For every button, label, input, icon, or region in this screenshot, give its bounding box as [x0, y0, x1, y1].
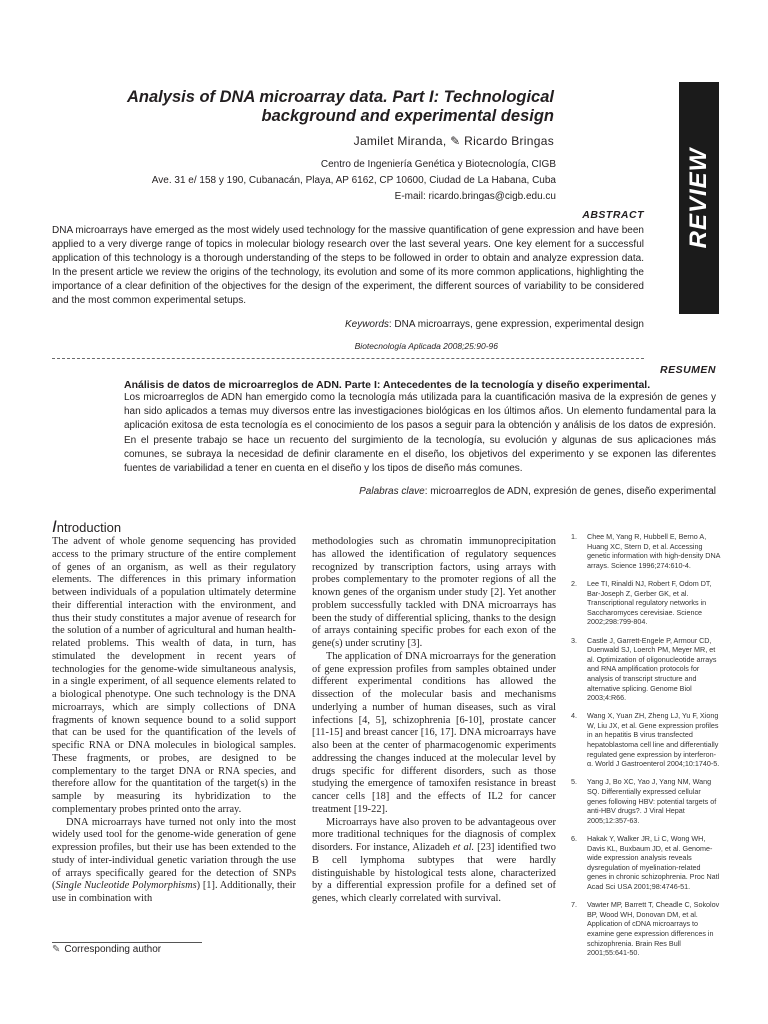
footnote-text: Corresponding author: [64, 944, 162, 955]
journal-citation: Biotecnología Aplicada 2008;25:90-96: [354, 341, 498, 351]
body-column-1: [52, 536, 296, 906]
palabras-text: : microarreglos de ADN, expresión de genes, diseño experimental: [424, 486, 716, 497]
intro-initial: I: [52, 517, 57, 536]
reference-number: 3.: [571, 635, 577, 645]
affiliation-email: E-mail: ricardo.bringas@cigb.edu.cu: [394, 191, 556, 202]
section-divider: [52, 358, 644, 359]
reference-number: 5.: [571, 777, 577, 787]
reference-item: [571, 834, 721, 892]
resumen-text: Los microarreglos de ADN han emergido como la tecnología más utilizada para la cuantificación masiva de la expresión de genes y han sido aplicados a temas muy diversos entre las investigaciones biológicas en los últimos años. Un elemento fundamental para la aplicación exitosa de esta tecnología es el conocimiento de los pasos a seguir para la obtención y análisis de los datos de expresión. En el presente trabajo se hace un recuento del surgimiento de la tecnología, su evolución y algunas de sus aplicaciones más comunes, se subraya la necesidad de definir claramente en el diseño, los objetivos del experimento y se exponen las diferentes fuentes de variabilidad a tener en cuenta en el diseño y los tipos de diseño más comunes.: [124, 392, 716, 475]
review-label: REVIEW: [685, 147, 712, 249]
reference-text: Lee TI, Rinaldi NJ, Robert F, Odom DT, Bar-Joseph Z, Gerber GK, et al. Transcriptional regulatory networks in Saccharomyces cerevisiae. Science 2002;298:799-804.: [587, 578, 712, 627]
palabras-label: Palabras clave: [359, 486, 425, 497]
authors: [240, 134, 554, 148]
snp-term: Single Nucleotide Polymorphisms: [55, 880, 197, 892]
reference-item: [571, 711, 721, 769]
body-column-2: [312, 536, 556, 906]
affiliation-line-1: Centro de Ingeniería Genética y Biotecnología, CIGB: [320, 159, 556, 170]
author-2: Ricardo Bringas: [460, 134, 554, 148]
reference-number: 4.: [571, 711, 577, 721]
author-1: Jamilet Miranda,: [353, 134, 451, 148]
reference-text: Chee M, Yang R, Hubbell E, Berno A, Huang XC, Stern D, et al. Accessing genetic information with high-density DNA arrays. Science 1996;274:610-4.: [587, 532, 721, 570]
pen-icon: ✎: [450, 134, 461, 148]
abstract-keywords: [200, 319, 644, 330]
para2-text-a: DNA microarrays have turned not only into the most widely used tool for the genome-wide generation of gene expression profiles, but their use has been extended to the study of inter-individual genetic variation through the use of arrays specifically geared for the detection of SNPs (: [52, 816, 296, 892]
reference-text: Hakak Y, Walker JR, Li C, Wong WH, Davis KL, Buxbaum JD, et al. Genome-wide expression analysis reveals dysregulation of myelination-related genes in chronic schizophrenia. Proc Natl Acad Sci USA 2001;98:4746-51.: [587, 834, 720, 891]
reference-text: Castle J, Garrett-Engele P, Armour CD, Duenwald SJ, Loerch PM, Meyer MR, et al. Optimization of oligonucleotide arrays and RNA amplification protocols for analysis of transcript structure and alternative splicing. Genome Biol 2003;4:R66.: [587, 635, 717, 703]
introduction-heading: [52, 517, 121, 537]
intro-paragraph-1: The advent of whole genome sequencing has provided access to the primary structure of the entire complement of genes of an organism, as well as their regulatory elements. The differences in this primary information between individuals of a population ultimately determine their differential interaction with the environment, and thus their study constitutes a major avenue of research for the solution of a number of agricultural and human health-related problems. This wealth of data, in turn, has stimulated the development in recent years of technologies for the genome-wide simultaneous analysis, in a single experiment, of all sequence elements related to a biological phenotype. One such technology is the DNA microarrays, which are simply collections of DNA fragments of known sequence bound to a solid support that can be used for the quantification of the levels of specific RNA or DNA molecules in biological samples. These fragments, or probes, are designed to be complementary to the target DNA or RNA species, and therefore allow for the quantitation of the target(s) in the sample by measuring its hybridization to the complementary probes printed onto the array.: [52, 536, 296, 815]
reference-number: 1.: [571, 532, 577, 541]
reference-item: [571, 900, 721, 958]
reference-item: [571, 636, 721, 703]
resumen-heading: RESUMEN: [659, 364, 716, 376]
et-al: et al.: [452, 842, 475, 853]
intro-paragraph-4: The application of DNA microarrays for the generation of gene expression profiles from samples obtained under different experimental conditions has allowed the dissection of the molecular basis and mechanisms underlying a number of human diseases, such as viral infections [4, 5], schizophrenia [6-10], prostate cancer [11-15] and breast cancer [16, 17]. DNA microarrays have also been at the center of pharmacogenomic experiments addressing the changes induced at the molecular level by drugs specific for different disorders, such as those studying the emergence of tamoxifen resistance in breast cancer cells [18] and the effects of IL2 for cancer treatment [19-22].: [312, 650, 556, 815]
reference-number: 7.: [571, 900, 577, 910]
abstract-text: DNA microarrays have emerged as the most widely used technology for the massive quantification of gene expression and have been applied to a very diverge range of topics in molecular biology research over the last several years. One key element for a successful application of this technology is a thorough understanding of the steps to be followed in order to obtain and analyze expression data. In the present article we review the origins of the technology, its evolution and some of its more common applications, highlighting the importance of a clear definition of the objectives for the design of the experiment, the different sources of variability to be considered and the most common experimental setups.: [52, 225, 644, 306]
reference-item: [571, 532, 721, 570]
intro-heading-rest: ntroduction: [56, 520, 122, 535]
footnote-rule: [52, 942, 202, 943]
article-title: [90, 88, 554, 126]
reference-number: 2.: [571, 578, 577, 588]
affiliation: [100, 157, 556, 205]
reference-text: Yang J, Bo XC, Yao J, Yang NM, Wang SQ. Differentially expressed cellular genes following HBV: potential targets of anti-HBV drugs?. J Viral Hepat 2005;12:357-63.: [587, 777, 717, 825]
intro-paragraph-3: methodologies such as chromatin immunoprecipitation has allowed the identification of regulatory sequences recognized by transcription factors, using arrays with probes complementary to the promoter regions of all the known genes of the organism under study [2]. Yet another problem successfully tackled with DNA microarrays has been the study of differential splicing, thanks to the design of arrays containing specific probes for each exon of the gene(s) under scrutiny [3].: [312, 536, 556, 649]
resumen-keywords: [200, 486, 716, 497]
title-line-1: Analysis of DNA microarray data. Part I: Technological: [127, 88, 554, 106]
resumen-title: Análisis de datos de microarreglos de ADN. Parte I: Antecedentes de la tecnología y diseño experimental.: [124, 379, 651, 391]
keywords-label: Keywords: [344, 319, 389, 330]
reference-text: Vawter MP, Barrett T, Cheadle C, Sokolov BP, Wood WH, Donovan DM, et al. Application of cDNA microarrays to examine gene expression differences in schizophrenia. Brain Res Bull 2001;55:641-50.: [587, 900, 720, 958]
reference-text: Wang X, Yuan ZH, Zheng LJ, Yu F, Xiong W, Liu JX, et al. Gene expression profiles in an hepatitis B virus transfected hepatoblastoma cell line and differentially regulated gene expression by interferon-α. World J Gastroenterol 2004;10:1740-5.: [587, 711, 720, 769]
reference-item: [571, 777, 721, 825]
footnote: [52, 944, 161, 955]
pen-icon: ✎: [52, 944, 61, 955]
reference-number: 6.: [571, 834, 577, 843]
references-list: [571, 532, 721, 966]
abstract-heading: ABSTRACT: [582, 209, 644, 221]
keywords-text: : DNA microarrays, gene expression, experimental design: [388, 319, 644, 330]
para5-text-b: [23] identified two B cell lymphoma subtypes that were hardly distinguishable by histological tests alone, characterized by a differential expression profile for a defined set of genes, which clearly correlated with survival.: [312, 842, 556, 904]
para5-text-a: Microarrays have also proven to be advantageous over more traditional techniques for the diagnosis of complex disorders. For instance, Alizadeh: [312, 816, 556, 853]
title-line-2: background and experimental design: [261, 107, 554, 125]
intro-paragraph-2: [52, 817, 296, 906]
para2-text-b: ) [1]. Additionally, their use in combination with: [52, 880, 296, 904]
review-band: [679, 82, 719, 314]
reference-item: [571, 579, 721, 627]
affiliation-line-2: Ave. 31 e/ 158 y 190, Cubanacán, Playa, AP 6162, CP 10600, Ciudad de La Habana, Cuba: [151, 175, 556, 186]
intro-paragraph-5: [312, 817, 556, 906]
